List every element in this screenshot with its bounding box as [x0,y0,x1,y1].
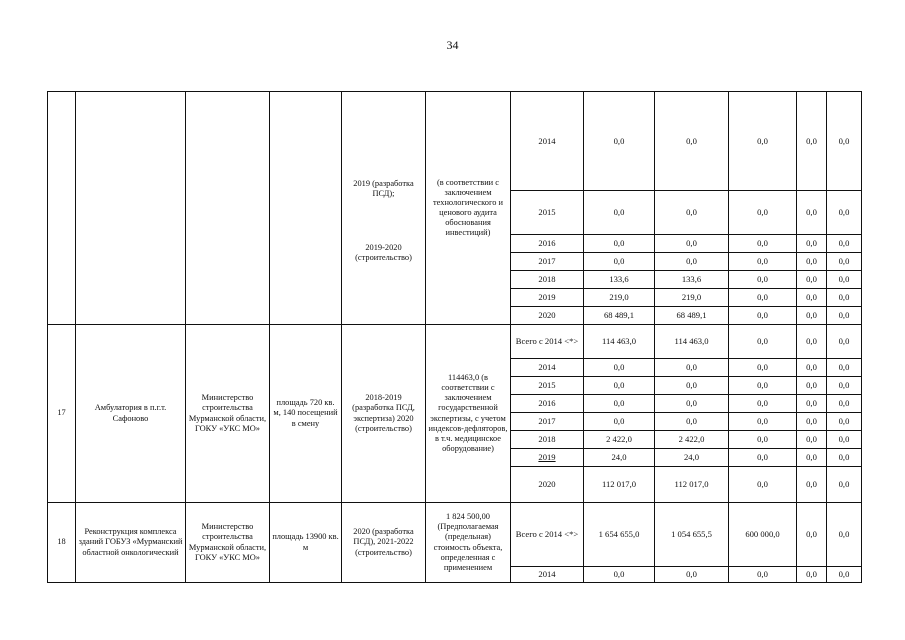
year-cell: 2017 [511,413,584,431]
value-total: 219,0 [584,289,655,307]
year-cell: 2015 [511,377,584,395]
table-row [48,92,862,191]
page-number: 34 [446,38,459,52]
value-local: 0,0 [797,467,827,503]
value-total: 0,0 [584,567,655,583]
value-federal: 0,0 [729,253,797,271]
value-other: 0,0 [827,191,862,235]
year-cell: 2017 [511,253,584,271]
value-federal: 0,0 [729,235,797,253]
investment-table [47,91,862,583]
value-other: 0,0 [827,567,862,583]
year-cell: 2014 [511,567,584,583]
value-regional: 0,0 [655,235,729,253]
value-regional: 68 489,1 [655,307,729,325]
year-cell: 2014 [511,359,584,377]
value-local: 0,0 [797,503,827,567]
year-cell: 2018 [511,431,584,449]
value-federal: 0,0 [729,307,797,325]
value-other: 0,0 [827,449,862,467]
value-regional: 133,6 [655,271,729,289]
cost-cell: (в соответствии с заключением технологического и ценового аудита обоснования инвестиций) [426,92,511,325]
value-federal: 0,0 [729,92,797,191]
table-row [48,325,862,359]
value-federal: 0,0 [729,567,797,583]
period-cell [342,92,426,325]
object-name: Реконструкция комплекса зданий ГОБУЗ «Мурманский областной онкологический [76,503,186,583]
year-cell: 2020 [511,307,584,325]
value-total: 112 017,0 [584,467,655,503]
value-regional: 0,0 [655,413,729,431]
value-local: 0,0 [797,359,827,377]
period-text-2: 2019-2020 (строительство) [355,243,412,263]
year-cell: 2019 [511,289,584,307]
value-other: 0,0 [827,413,862,431]
cost-cell: 114463,0 (в соответствии с заключением государственной экспертизы, с учетом индексов-дефляторов, в т.ч. медицинское оборудование) [426,325,511,503]
capacity-cell: площадь 720 кв. м, 140 посещений в смену [270,325,342,503]
value-local: 0,0 [797,271,827,289]
value-other: 0,0 [827,325,862,359]
value-total: 114 463,0 [584,325,655,359]
capacity-cell: площадь 13900 кв. м [270,503,342,583]
value-regional: 114 463,0 [655,325,729,359]
value-total: 133,6 [584,271,655,289]
value-other: 0,0 [827,503,862,567]
value-other: 0,0 [827,431,862,449]
value-regional: 0,0 [655,377,729,395]
year-cell: 2019 [511,449,584,467]
value-other: 0,0 [827,253,862,271]
value-local: 0,0 [797,567,827,583]
value-regional: 0,0 [655,92,729,191]
value-local: 0,0 [797,307,827,325]
value-other: 0,0 [827,307,862,325]
value-total: 0,0 [584,359,655,377]
year-cell: 2014 [511,92,584,191]
year-cell: 2016 [511,235,584,253]
value-regional: 0,0 [655,395,729,413]
customer-cell: Министерство строительства Мурманской области, ГОКУ «УКС МО» [186,325,270,503]
value-other: 0,0 [827,289,862,307]
period-text: 2019 (разработка ПСД); [353,178,414,198]
value-regional: 0,0 [655,567,729,583]
value-regional: 0,0 [655,253,729,271]
value-total: 0,0 [584,92,655,191]
value-other: 0,0 [827,377,862,395]
table-row [48,503,862,567]
name-cell [76,92,186,325]
value-total: 0,0 [584,235,655,253]
value-federal: 0,0 [729,289,797,307]
cost-cell: 1 824 500,00 (Предполагаемая (предельная) стоимость объекта, определенная с применением [426,503,511,583]
value-local: 0,0 [797,449,827,467]
capacity-cell [270,92,342,325]
customer-cell: Министерство строительства Мурманской области, ГОКУ «УКС МО» [186,503,270,583]
value-local: 0,0 [797,92,827,191]
value-federal: 0,0 [729,271,797,289]
entry-number: 18 [48,503,76,583]
value-federal: 600 000,0 [729,503,797,567]
value-regional: 2 422,0 [655,431,729,449]
value-total: 1 654 655,0 [584,503,655,567]
value-total: 2 422,0 [584,431,655,449]
customer-cell [186,92,270,325]
value-other: 0,0 [827,467,862,503]
value-total: 0,0 [584,377,655,395]
value-other: 0,0 [827,92,862,191]
value-other: 0,0 [827,395,862,413]
value-local: 0,0 [797,413,827,431]
value-local: 0,0 [797,191,827,235]
value-total: 0,0 [584,191,655,235]
number-cell [48,92,76,325]
year-cell: Всего с 2014 <*> [511,503,584,567]
period-cell: 2018-2019 (разработка ПСД, экспертиза) 2020 (строительство) [342,325,426,503]
value-federal: 0,0 [729,413,797,431]
value-total: 0,0 [584,253,655,271]
value-regional: 24,0 [655,449,729,467]
value-other: 0,0 [827,359,862,377]
value-local: 0,0 [797,395,827,413]
year-cell: 2016 [511,395,584,413]
entry-number: 17 [48,325,76,503]
value-regional: 0,0 [655,359,729,377]
value-federal: 0,0 [729,377,797,395]
value-federal: 0,0 [729,449,797,467]
value-federal: 0,0 [729,431,797,449]
value-federal: 0,0 [729,467,797,503]
value-federal: 0,0 [729,395,797,413]
value-federal: 0,0 [729,359,797,377]
year-cell: 2015 [511,191,584,235]
value-total: 0,0 [584,413,655,431]
value-regional: 112 017,0 [655,467,729,503]
value-local: 0,0 [797,377,827,395]
object-name: Амбулатория в п.г.т. Сафоново [76,325,186,503]
value-local: 0,0 [797,235,827,253]
value-federal: 0,0 [729,325,797,359]
value-total: 68 489,1 [584,307,655,325]
value-total: 24,0 [584,449,655,467]
value-regional: 1 054 655,5 [655,503,729,567]
value-local: 0,0 [797,431,827,449]
value-other: 0,0 [827,271,862,289]
year-cell: 2020 [511,467,584,503]
value-regional: 0,0 [655,191,729,235]
value-local: 0,0 [797,325,827,359]
value-other: 0,0 [827,235,862,253]
year-cell: 2018 [511,271,584,289]
value-regional: 219,0 [655,289,729,307]
value-federal: 0,0 [729,191,797,235]
value-local: 0,0 [797,253,827,271]
year-cell: Всего с 2014 <*> [511,325,584,359]
value-total: 0,0 [584,395,655,413]
value-local: 0,0 [797,289,827,307]
period-cell: 2020 (разработка ПСД), 2021-2022 (строительство) [342,503,426,583]
